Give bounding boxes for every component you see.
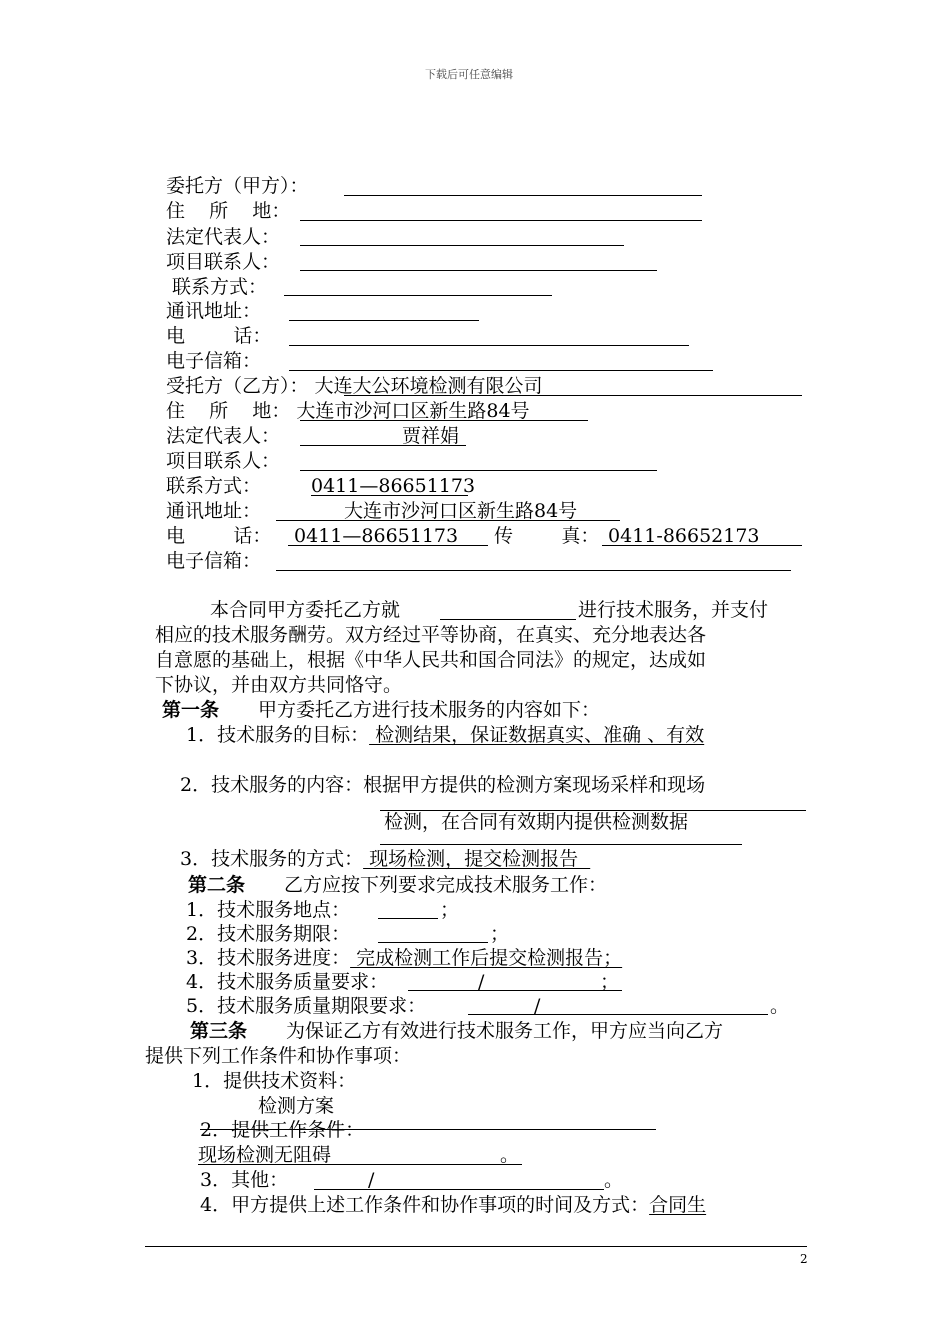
party-a-contact-method-blank bbox=[284, 295, 552, 296]
intro-line1b: 进行技术服务，并支付 bbox=[578, 599, 769, 621]
article3-item2-blank bbox=[330, 1129, 656, 1130]
party-a-contact-person-label: 项目联系人： bbox=[166, 251, 281, 273]
party-b-legal-rep-blank bbox=[300, 445, 466, 446]
article3-item3-label: 3．其他： bbox=[200, 1169, 289, 1191]
article2-item5-end: 。 bbox=[770, 995, 790, 1017]
party-b-title-label: 受托方（乙方）： bbox=[166, 375, 309, 397]
party-b-mail-label: 通讯地址： bbox=[166, 500, 262, 522]
article2-label: 第二条 bbox=[188, 874, 246, 896]
article2-item5-blank bbox=[468, 1014, 768, 1015]
party-b-phone-value: 0411—86651173 bbox=[288, 525, 459, 547]
intro-line2: 相应的技术服务酬劳。双方经过平等协商，在真实、充分地表达各 bbox=[155, 624, 707, 646]
article2-item5-value: / bbox=[534, 995, 541, 1017]
article3-item2-end: 。 bbox=[500, 1144, 520, 1166]
party-b-contact-person-blank bbox=[300, 470, 657, 471]
intro-line4: 下协议，并由双方共同恪守。 bbox=[155, 674, 403, 696]
page-number: 2 bbox=[800, 1252, 808, 1266]
party-b-fax-value: 0411-86652173 bbox=[602, 525, 760, 547]
article2-item4-label: 4．技术服务质量要求： bbox=[186, 971, 389, 993]
article2-item4-value: / bbox=[478, 971, 485, 993]
party-b-legal-rep-value: 贾祥娟 bbox=[402, 425, 460, 447]
article3-text-cont: 提供下列工作条件和协作事项： bbox=[145, 1045, 412, 1067]
article3-item2-value-blank bbox=[198, 1164, 522, 1165]
party-b-address-blank bbox=[300, 420, 588, 421]
footer-rule bbox=[145, 1246, 807, 1247]
article2-item5-label: 5．技术服务质量期限要求： bbox=[186, 995, 427, 1017]
article2-text: 乙方应按下列要求完成技术服务工作： bbox=[284, 874, 608, 896]
article2-item4-blank bbox=[408, 990, 622, 991]
party-b-phone-label: 电 话： bbox=[166, 525, 272, 547]
article1-item2: 2．技术服务的内容：根据甲方提供的检测方案现场采样和现场 bbox=[180, 774, 706, 796]
party-a-title: 委托方（甲方）： bbox=[166, 175, 309, 197]
article3-item1-value: 检测方案 bbox=[258, 1095, 335, 1117]
party-b-title-blank bbox=[344, 395, 802, 396]
party-a-contact-method-label: 联系方式： bbox=[166, 276, 268, 298]
article3-item1-label: 1．提供技术资料： bbox=[192, 1070, 357, 1092]
article2-item1-blank bbox=[378, 918, 438, 919]
party-a-address-blank bbox=[300, 220, 702, 221]
article1-label: 第一条 bbox=[162, 699, 220, 721]
article1-item1-label: 1．技术服务的目标： bbox=[186, 724, 370, 746]
article2-item3-value: 完成检测工作后提交检测报告； bbox=[350, 947, 623, 969]
party-a-legal-rep-blank bbox=[300, 245, 624, 246]
header-note: 下载后可任意编辑 bbox=[425, 68, 513, 81]
party-b-contact-method-label: 联系方式： bbox=[166, 475, 262, 497]
article1-item3-label: 3．技术服务的方式： bbox=[180, 848, 364, 870]
party-a-email-blank bbox=[289, 370, 713, 371]
party-a-address-label: 住 所 地： bbox=[166, 200, 291, 222]
party-b-legal-rep-label: 法定代表人： bbox=[166, 425, 281, 447]
article3-label: 第三条 bbox=[190, 1020, 248, 1042]
article2-item1-end: ； bbox=[440, 899, 460, 921]
party-a-title-blank bbox=[344, 195, 702, 196]
party-b-contact-person-label: 项目联系人： bbox=[166, 450, 281, 472]
article2-item2-end: ； bbox=[490, 923, 510, 945]
intro-subject-blank bbox=[440, 619, 576, 620]
article1-item3 bbox=[180, 847, 590, 871]
article2-item3 bbox=[186, 946, 622, 970]
article1-item2-cont: 检测，在合同有效期内提供检测数据 bbox=[384, 811, 689, 833]
article1-item3-value: 现场检测，提交检测报告 bbox=[363, 848, 591, 870]
article2-item3-label: 3．技术服务进度： bbox=[186, 947, 351, 969]
article2-item4-end: ； bbox=[600, 971, 620, 993]
article2-item2-label: 2．技术服务期限： bbox=[186, 923, 351, 945]
article1-item1 bbox=[186, 723, 704, 747]
party-b-mail-blank bbox=[276, 520, 620, 521]
party-b-fax-label: 传 真： bbox=[494, 525, 600, 547]
article3-item4-label: 4．甲方提供上述工作条件和协作事项的时间及方式： bbox=[200, 1194, 650, 1216]
party-b-contact-method-blank bbox=[311, 495, 468, 496]
party-b-email-label: 电子信箱： bbox=[166, 550, 262, 572]
party-b-phone-blank bbox=[288, 545, 488, 546]
party-b-fax-blank bbox=[602, 545, 802, 546]
party-b-mail-value: 大连市沙河口区新生路84号 bbox=[344, 500, 578, 522]
article3-item4-value: 合同生 bbox=[649, 1194, 707, 1216]
intro-line3: 自意愿的基础上，根据《中华人民共和国合同法》的规定，达成如 bbox=[155, 649, 707, 671]
party-a-phone-blank bbox=[289, 345, 689, 346]
party-b-address-value: 大连市沙河口区新生路84号 bbox=[290, 400, 530, 422]
article3-item3-value: / bbox=[368, 1169, 375, 1191]
article3-item4 bbox=[200, 1193, 706, 1217]
intro-line1a: 本合同甲方委托乙方就 bbox=[210, 599, 401, 621]
party-b-contact-method-value: 0411—86651173 bbox=[311, 475, 476, 497]
article3-text: 为保证乙方有效进行技术服务工作，甲方应当向乙方 bbox=[286, 1020, 724, 1042]
article1-item1-value: 检测结果，保证数据真实、准确 、有效 bbox=[369, 724, 705, 746]
party-a-legal-rep-label: 法定代表人： bbox=[166, 226, 281, 248]
party-b-address-label: 住 所 地： bbox=[166, 400, 291, 422]
article1-text: 甲方委托乙方进行技术服务的内容如下： bbox=[258, 699, 601, 721]
article3-item2-label: 2．提供工作条件： bbox=[200, 1119, 365, 1141]
article2-item1-label: 1．技术服务地点： bbox=[186, 899, 351, 921]
party-a-mail-blank bbox=[289, 320, 479, 321]
article2-item2-blank bbox=[378, 942, 488, 943]
party-b-email-blank bbox=[276, 570, 791, 571]
article3-item3-end: 。 bbox=[604, 1169, 624, 1191]
party-b-name: 大连大公环境检测有限公司 bbox=[308, 375, 543, 397]
party-a-mail-label: 通讯地址： bbox=[166, 300, 262, 322]
article3-item3-blank bbox=[314, 1189, 604, 1190]
article3-item2-value: 现场检测无阻碍 bbox=[198, 1144, 332, 1166]
party-a-contact-person-blank bbox=[300, 270, 657, 271]
article1-item2-cont-blank bbox=[380, 844, 742, 845]
party-a-phone-label: 电 话： bbox=[166, 325, 272, 347]
party-a-email-label: 电子信箱： bbox=[166, 350, 262, 372]
